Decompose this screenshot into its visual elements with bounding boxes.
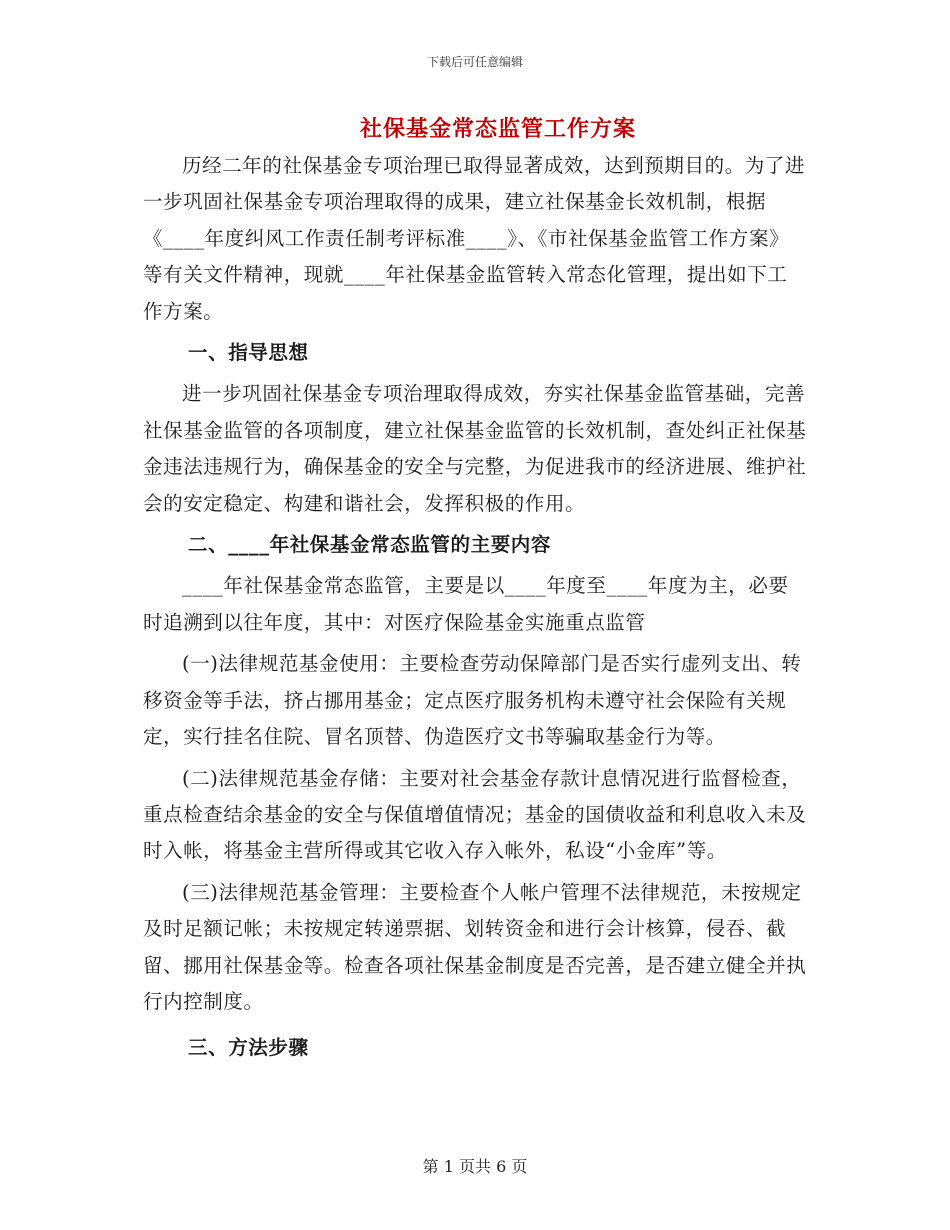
page-number: 第 1 页共 6 页 xyxy=(422,1157,528,1176)
section-heading-method-steps: 三、方法步骤 xyxy=(188,1036,309,1060)
header-note: 下载后可任意编辑 xyxy=(426,55,523,69)
item-fund-usage-paragraph: (一)法律规范基金使用：主要检查劳动保障部门是否实行虚列支出、转移资金等手法，挤占挪用基金；定点医疗服务机构未遵守社会保险有关规定，实行挂名住院、冒名顶替、伪造医疗文书等骗取基金行为等。 xyxy=(143,652,802,749)
document-title: 社保基金常态监管工作方案 xyxy=(359,116,636,142)
section-heading-guiding-ideology: 一、指导思想 xyxy=(188,341,309,365)
document-body xyxy=(143,148,807,1072)
main-content-paragraph: ____年社保基金常态监管，主要是以____年度至____年度为主，必要时追溯到以往年度，其中：对医疗保险基金实施重点监管 xyxy=(143,574,789,634)
item-fund-storage-paragraph: (二)法律规范基金存储：主要对社会基金存款计息情况进行监督检查，重点检查结余基金的安全与保值增值情况；基金的国债收益和利息收入未及时入帐，将基金主营所得或其它收入存入帐外，私设“小金库”等。 xyxy=(143,766,807,863)
guiding-ideology-paragraph: 进一步巩固社保基金专项治理取得成效，夯实社保基金监管基础，完善社保基金监管的各项制度，建立社保基金监管的长效机制，查处纠正社保基金违法违规行为，确保基金的安全与完整，为促进我市的经济进展、维护社会的安定稳定、构建和谐社会，发挥积极的作用。 xyxy=(143,382,807,515)
section-heading-main-content: 二、____年社保基金常态监管的主要内容 xyxy=(188,533,552,557)
item-fund-management-paragraph: (三)法律规范基金管理：主要检查个人帐户管理不法律规范，未按规定及时足额记帐；未按规定转递票据、划转资金和进行会计核算，侵吞、截留、挪用社保基金等。检查各项社保基金制度是否完善，是否建立健全并执行内控制度。 xyxy=(143,880,807,1013)
intro-paragraph: 历经二年的社保基金专项治理已取得显著成效，达到预期目的。为了进一步巩固社保基金专项治理取得的成果，建立社保基金长效机制，根据《____年度纠风工作责任制考评标准____》、《市社保基金监管工作方案》等有关文件精神，现就____年社保基金监管转入常态化管理，提出如下工作方案。 xyxy=(143,154,806,323)
